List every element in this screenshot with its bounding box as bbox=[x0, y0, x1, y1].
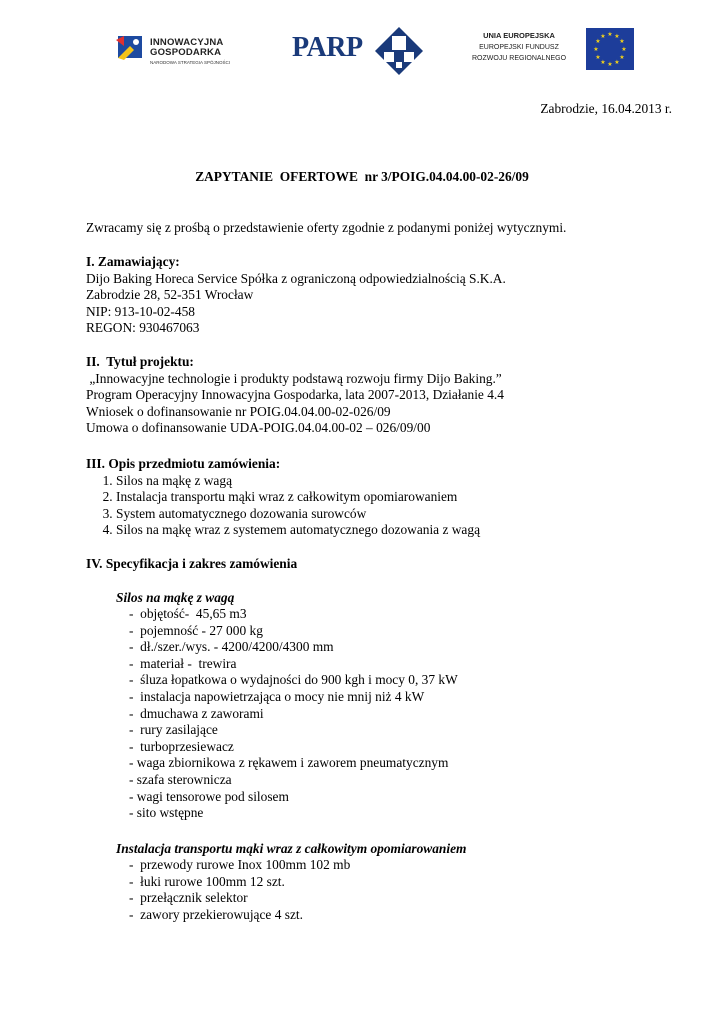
section3-heading: III. Opis przedmiotu zamówienia: bbox=[86, 456, 281, 471]
innowacyjna-gospodarka-logo bbox=[112, 26, 262, 76]
svg-text:★: ★ bbox=[607, 31, 613, 38]
intro-paragraph bbox=[86, 220, 566, 237]
list-item: - pojemność - 27 000 kg bbox=[129, 622, 263, 638]
svg-text:★: ★ bbox=[621, 46, 627, 53]
unia-europejska-logo bbox=[464, 22, 639, 78]
parp-logo-text: PARP bbox=[292, 32, 363, 63]
logo-ue-line1: UNIA EUROPEJSKA bbox=[483, 31, 555, 40]
section3-list bbox=[86, 473, 480, 539]
section1-heading: I. Zamawiający: bbox=[86, 254, 180, 269]
svg-text:★: ★ bbox=[593, 46, 599, 53]
parp-logo bbox=[292, 24, 432, 76]
logo-ig-line1: INNOWACYJNA bbox=[150, 37, 224, 48]
subsection1-heading: Silos na mąkę z wagą bbox=[116, 590, 235, 605]
list-item: - objętość- 45,65 m3 bbox=[129, 606, 247, 621]
list-item: 4. Silos na mąkę wraz z systemem automatycznego dozowania z wagą bbox=[116, 522, 480, 539]
list-item: - instalacja napowietrzająca o mocy nie mnij niż 4 kW bbox=[129, 688, 425, 704]
svg-text:★: ★ bbox=[595, 38, 601, 45]
section1-line: Zabrodzie 28, 52-351 Wrocław bbox=[86, 287, 254, 303]
section2-line: „Innowacyjne technologie i produkty podstawą rozwoju firmy Dijo Baking.” bbox=[86, 370, 502, 386]
section2-line: Wniosek o dofinansowanie nr POIG.04.04.00-02-026/09 bbox=[86, 403, 391, 419]
logo-ig-tagline: NARODOWA STRATEGIA SPÓJNOŚCI bbox=[150, 60, 231, 65]
logo-ue-line2: EUROPEJSKI FUNDUSZ bbox=[479, 44, 559, 51]
list-item: - materiał - trewira bbox=[129, 655, 237, 671]
list-item: - turboprzesiewacz bbox=[129, 738, 234, 754]
section2-heading: II. Tytuł projektu: bbox=[86, 354, 194, 369]
list-item: - śluza łopatkowa o wydajności do 900 kgh i mocy 0, 37 kW bbox=[129, 672, 458, 688]
svg-text:★: ★ bbox=[614, 33, 620, 40]
logo-ig-line2: GOSPODARKA bbox=[150, 47, 222, 58]
section-tytul-projektu bbox=[86, 354, 504, 437]
list-item: - zawory przekierowujące 4 szt. bbox=[129, 906, 303, 922]
svg-text:★: ★ bbox=[600, 33, 606, 40]
document-title bbox=[0, 169, 724, 185]
header-logos bbox=[112, 22, 636, 78]
section2-line: Umowa o dofinansowanie UDA-POIG.04.04.00-02 – 026/09/00 bbox=[86, 420, 431, 436]
silos-spec-list bbox=[86, 606, 458, 822]
instalacja-spec-list bbox=[86, 857, 350, 923]
intro-text: Zwracamy się z prośbą o przedstawienie oferty zgodnie z podanymi poniżej wytycznymi. bbox=[86, 220, 567, 235]
list-item: 3. System automatycznego dozowania surowców bbox=[116, 506, 480, 523]
svg-text:★: ★ bbox=[619, 54, 625, 61]
subsection-silos bbox=[116, 590, 234, 607]
section1-line: NIP: 913-10-02-458 bbox=[86, 303, 195, 319]
innowacyjna-gospodarka-mark-icon bbox=[114, 32, 144, 62]
document-title-text: ZAPYTANIE OFERTOWE nr 3/POIG.04.04.00-02-26/09 bbox=[195, 169, 529, 184]
svg-text:★: ★ bbox=[619, 38, 625, 45]
list-item: 1. Silos na mąkę z wagą bbox=[116, 473, 480, 490]
section2-line: Program Operacyjny Innowacyjna Gospodarka, lata 2007-2013, Działanie 4.4 bbox=[86, 387, 504, 403]
logo-ue-line3: ROZWOJU REGIONALNEGO bbox=[471, 55, 567, 62]
svg-text:★: ★ bbox=[607, 61, 613, 68]
list-item: - wagi tensorowe pod silosem bbox=[129, 788, 289, 804]
subsection-instalacja bbox=[116, 841, 466, 858]
section4-heading: IV. Specyfikacja i zakres zamówienia bbox=[86, 556, 298, 571]
subsection2-heading: Instalacja transportu mąki wraz z całkowitym opomiarowaniem bbox=[116, 841, 467, 856]
list-item: - rury zasilające bbox=[129, 722, 218, 738]
svg-text:★: ★ bbox=[600, 59, 606, 66]
list-item: 2. Instalacja transportu mąki wraz z całkowitym opomiarowaniem bbox=[116, 489, 480, 506]
svg-text:★: ★ bbox=[595, 54, 601, 61]
eu-flag-icon bbox=[586, 28, 634, 70]
section1-line: Dijo Baking Horeca Service Spółka z ograniczoną odpowiedzialnością S.K.A. bbox=[86, 270, 506, 286]
section-zamawiajacy bbox=[86, 254, 506, 337]
svg-text:★: ★ bbox=[614, 59, 620, 66]
parp-logo-mark-icon bbox=[374, 26, 424, 76]
list-item: - szafa sterownicza bbox=[129, 771, 232, 787]
list-item: - przewody rurowe Inox 100mm 102 mb bbox=[129, 857, 351, 872]
list-item: - dł./szer./wys. - 4200/4200/4300 mm bbox=[129, 639, 334, 655]
list-item: - łuki rurowe 100mm 12 szt. bbox=[129, 873, 285, 889]
section-opis-przedmiotu bbox=[86, 456, 480, 539]
section-specyfikacja bbox=[86, 556, 297, 573]
list-item: - dmuchawa z zaworami bbox=[129, 705, 264, 721]
document-date: Zabrodzie, 16.04.2013 r. bbox=[540, 101, 672, 116]
list-item: - sito wstępne bbox=[129, 805, 204, 821]
section1-line: REGON: 930467063 bbox=[86, 320, 200, 336]
list-item: - waga zbiornikowa z rękawem i zaworem pneumatycznym bbox=[129, 755, 449, 771]
list-item: - przełącznik selektor bbox=[129, 890, 248, 906]
